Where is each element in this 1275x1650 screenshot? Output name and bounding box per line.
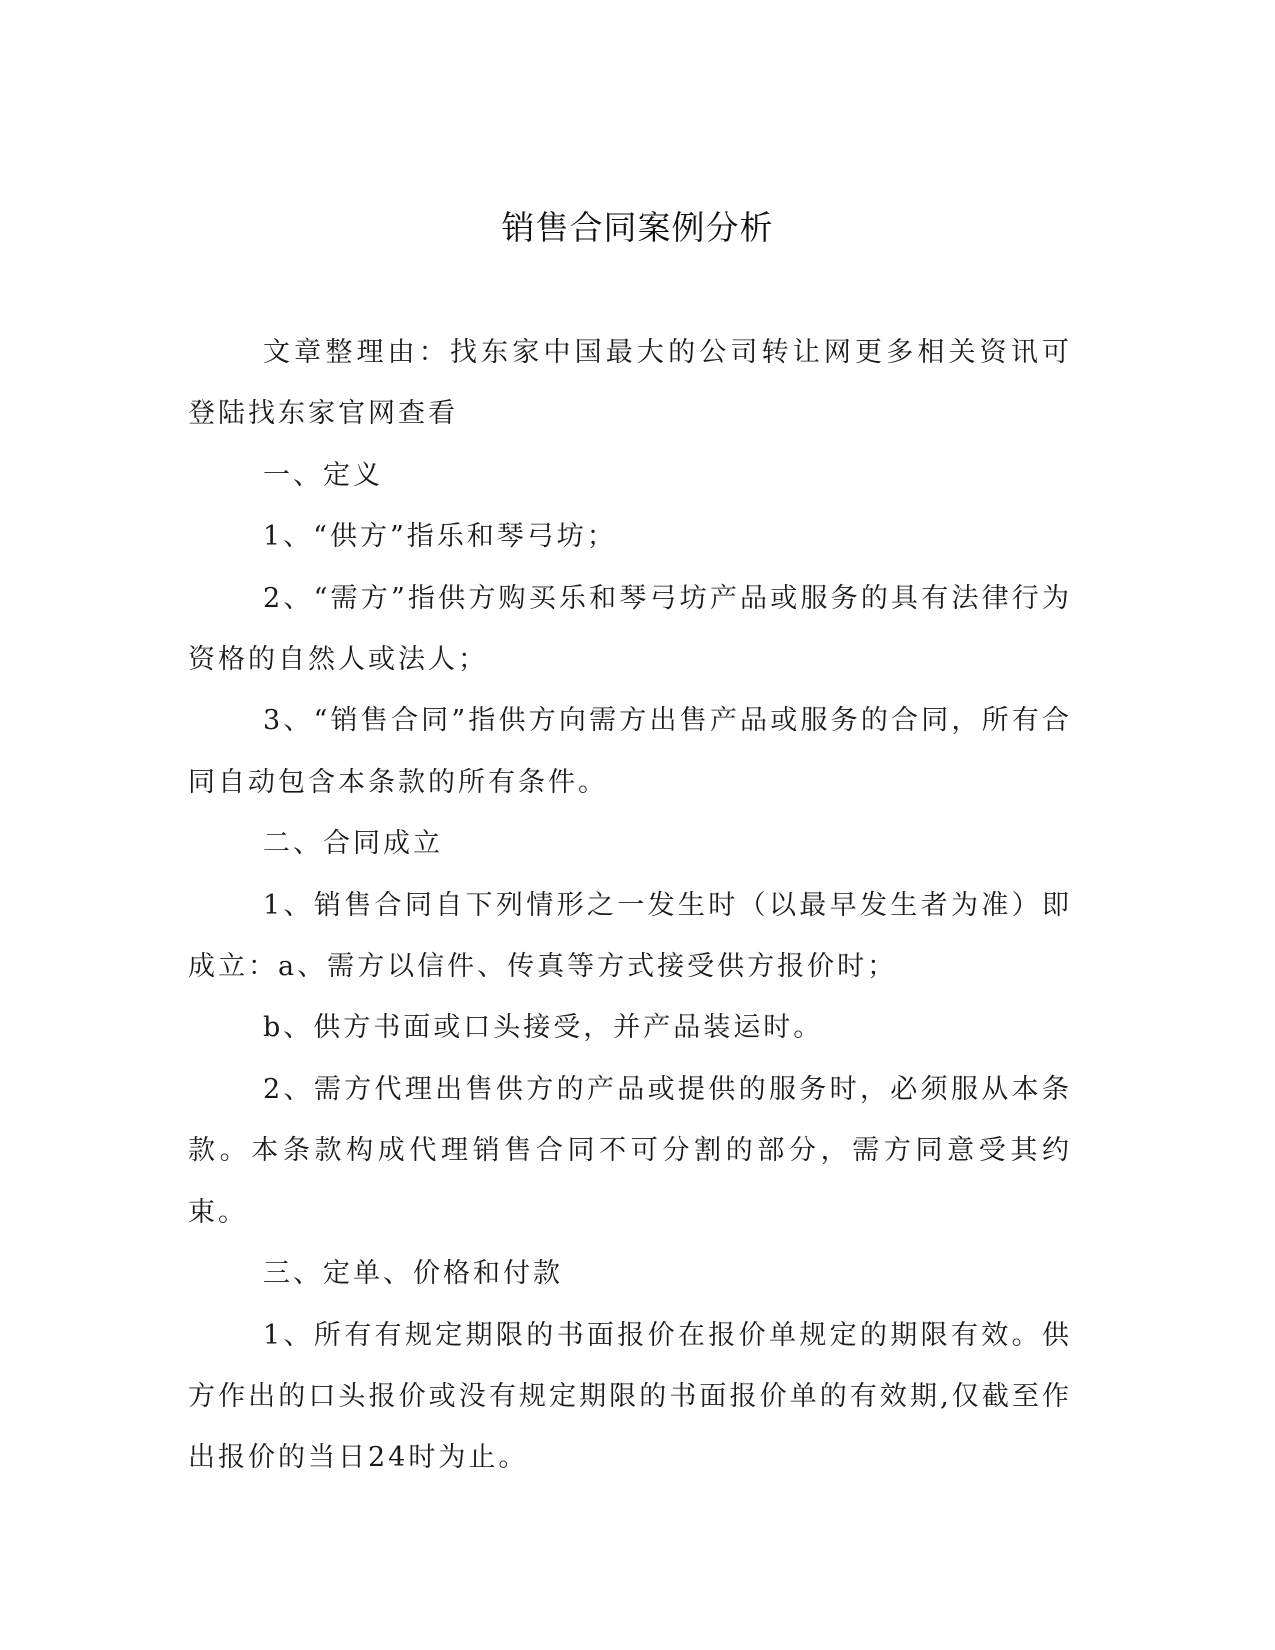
paragraph-definition-contract: 3、“销售合同”指供方向需方出售产品或服务的合同，所有合同自动包含本条款的所有条件。	[188, 705, 1072, 798]
paragraph-definition-buyer: 2、“需方”指供方购买乐和琴弓坊产品或服务的具有法律行为资格的自然人或法人；	[188, 582, 1072, 676]
paragraph-formation-condition-b: b、供方书面或口头接受，并产品装运时。	[263, 1012, 824, 1044]
paragraph-source-note: 文章整理由：找东家中国最大的公司转让网更多相关资讯可登陆找东家官网查看	[188, 337, 1072, 430]
paragraph-agency-sales: 2、需方代理出售供方的产品或提供的服务时，必须服从本条款。本条款构成代理销售合同不可分割的部分，需方同意受其约束。	[188, 1073, 1072, 1228]
paragraph-formation-conditions: 1、销售合同自下列情形之一发生时（以最早发生者为准）即成立：a、需方以信件、传真等方式接受供方报价时；	[188, 889, 1072, 983]
paragraph-quote-validity: 1、所有有规定期限的书面报价在报价单规定的期限有效。供方作出的口头报价或没有规定期限的书面报价单的有效期,仅截至作出报价的当日24时为止。	[188, 1319, 1072, 1474]
paragraph-definition-supplier: 1、“供方”指乐和琴弓坊；	[263, 521, 617, 553]
section-heading-definitions: 一、定义	[263, 459, 383, 491]
section-heading-orders-pricing: 三、定单、价格和付款	[263, 1258, 563, 1290]
section-heading-formation: 二、合同成立	[263, 828, 443, 860]
document-title: 销售合同案例分析	[501, 208, 774, 247]
document-body	[188, 322, 1072, 1489]
